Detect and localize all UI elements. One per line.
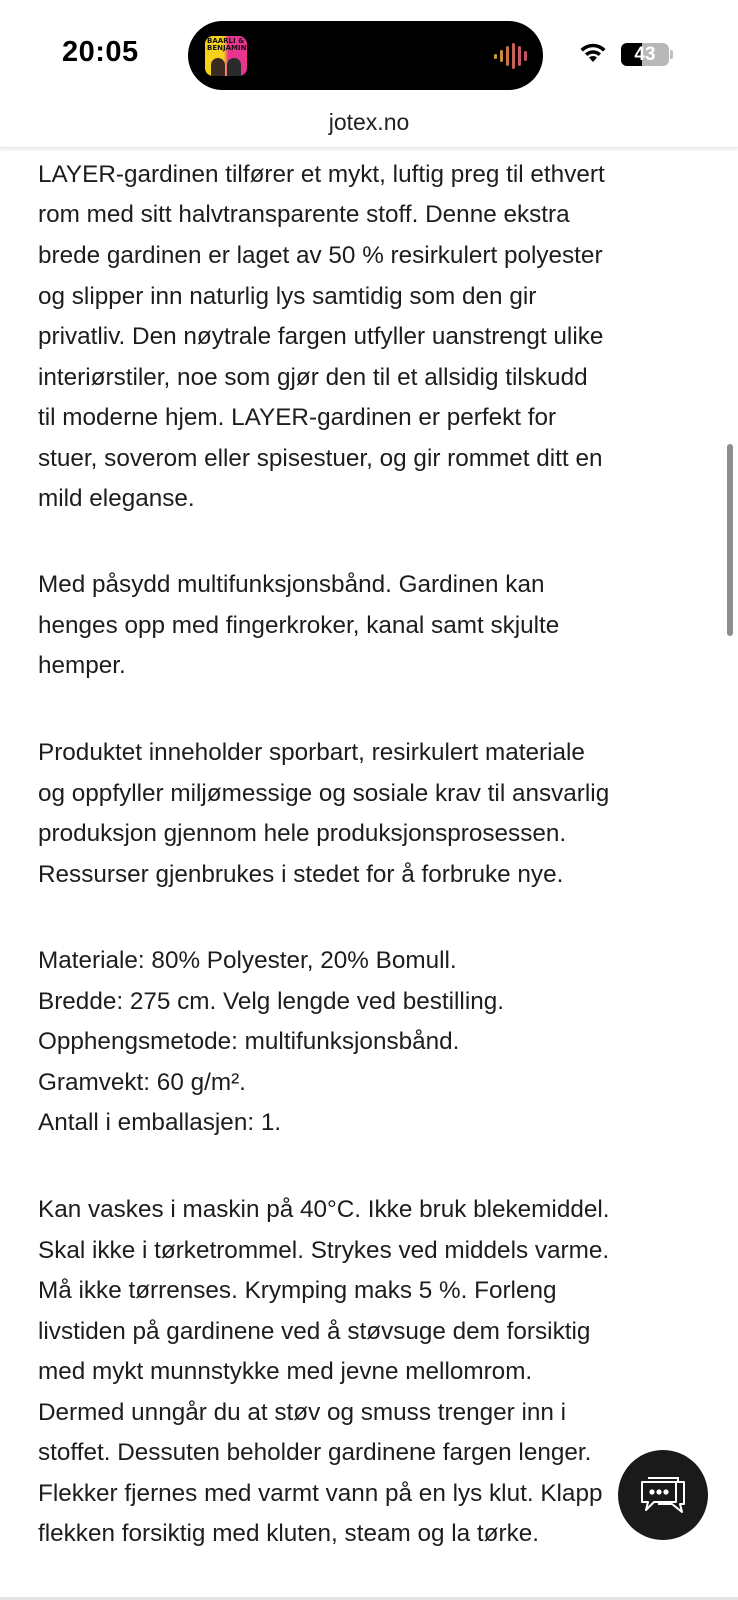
spec-material: Materiale: 80% Polyester, 20% Bomull. [38, 947, 457, 974]
text-line: stuer, soverom eller spisestuer, og gir rommet ditt en [38, 445, 603, 472]
text-line: henges opp med fingerkroker, kanal samt skjulte [38, 612, 560, 639]
care-text-line: flekken forsiktig med kluten, steam og la tørke. [38, 1520, 539, 1547]
text-line: brede gardinen er laget av 50 % resirkulert polyester [38, 242, 603, 269]
care-text-line: Dermed unngår du at støv og smuss trenger inn i [38, 1399, 567, 1426]
care-text-line: Kan vaskes i maskin på 40°C. Ikke bruk blekemiddel. [38, 1196, 610, 1223]
text-line: og slipper inn naturlig lys samtidig som den gir [38, 283, 537, 310]
wifi-icon [578, 40, 608, 64]
browser-address-bar[interactable] [0, 105, 738, 148]
chat-button[interactable] [618, 1450, 708, 1540]
text-line: Ressurser gjenbrukes i stedet for å forbruke nye. [38, 861, 564, 888]
text-line: Med påsydd multifunksjonsbånd. Gardinen kan [38, 571, 545, 598]
text-line: til moderne hjem. LAYER-gardinen er perfekt for [38, 404, 557, 431]
text-line: produksjon gjennom hele produksjonsprosessen. [38, 820, 567, 847]
audio-waveform-icon [494, 43, 527, 69]
chat-bubbles-icon [638, 1472, 688, 1518]
care-text-line: livstiden på gardinene ved å støvsuge dem forsiktig [38, 1318, 591, 1345]
care-text-line: stoffet. Dessuten beholder gardinene fargen lenger. [38, 1439, 592, 1466]
care-text-line: Må ikke tørrenses. Krymping maks 5 %. Forleng [38, 1277, 557, 1304]
spec-hanging-method: Opphengsmetode: multifunksjonsbånd. [38, 1028, 460, 1055]
artwork-person-2 [227, 58, 241, 76]
text-line: og oppfyller miljømessige og sosiale krav til ansvarlig [38, 780, 610, 807]
podcast-artwork [205, 36, 247, 76]
status-bar [0, 0, 738, 105]
care-text-line: med mykt munnstykke med jevne mellomrom. [38, 1358, 533, 1385]
text-line: Produktet inneholder sporbart, resirkulert materiale [38, 739, 585, 766]
clock: 20:05 [62, 36, 139, 68]
care-text-line: Flekker fjernes med varmt vann på en lys klut. Klapp [38, 1480, 603, 1507]
text-line: hemper. [38, 652, 126, 679]
text-line: interiørstiler, noe som gjør den til et allsidig tilskudd [38, 364, 588, 391]
text-line: mild eleganse. [38, 485, 195, 512]
text-line: privatliv. Den nøytrale fargen utfyller uanstrengt ulike [38, 323, 604, 350]
album-text: BAARLI & BENJAMIN [207, 37, 247, 52]
spec-weight: Gramvekt: 60 g/m². [38, 1069, 246, 1096]
text-line: rom med sitt halvtransparente stoff. Denne ekstra [38, 201, 570, 228]
battery-indicator [621, 43, 669, 66]
spec-quantity: Antall i emballasjen: 1. [38, 1109, 282, 1136]
url-text[interactable]: jotex.no [328, 109, 410, 135]
care-text-line: Skal ikke i tørketrommel. Strykes ved middels varme. [38, 1237, 610, 1264]
scrollbar-thumb[interactable] [727, 444, 733, 636]
spec-width: Bredde: 275 cm. Velg lengde ved bestilling. [38, 988, 504, 1015]
battery-tip [670, 50, 673, 59]
battery-percent: 43 [634, 44, 656, 65]
text-line: LAYER-gardinen tilfører et mykt, luftig preg til ethvert [38, 161, 605, 188]
artwork-person-1 [211, 58, 225, 76]
dynamic-island-now-playing[interactable] [188, 21, 543, 90]
